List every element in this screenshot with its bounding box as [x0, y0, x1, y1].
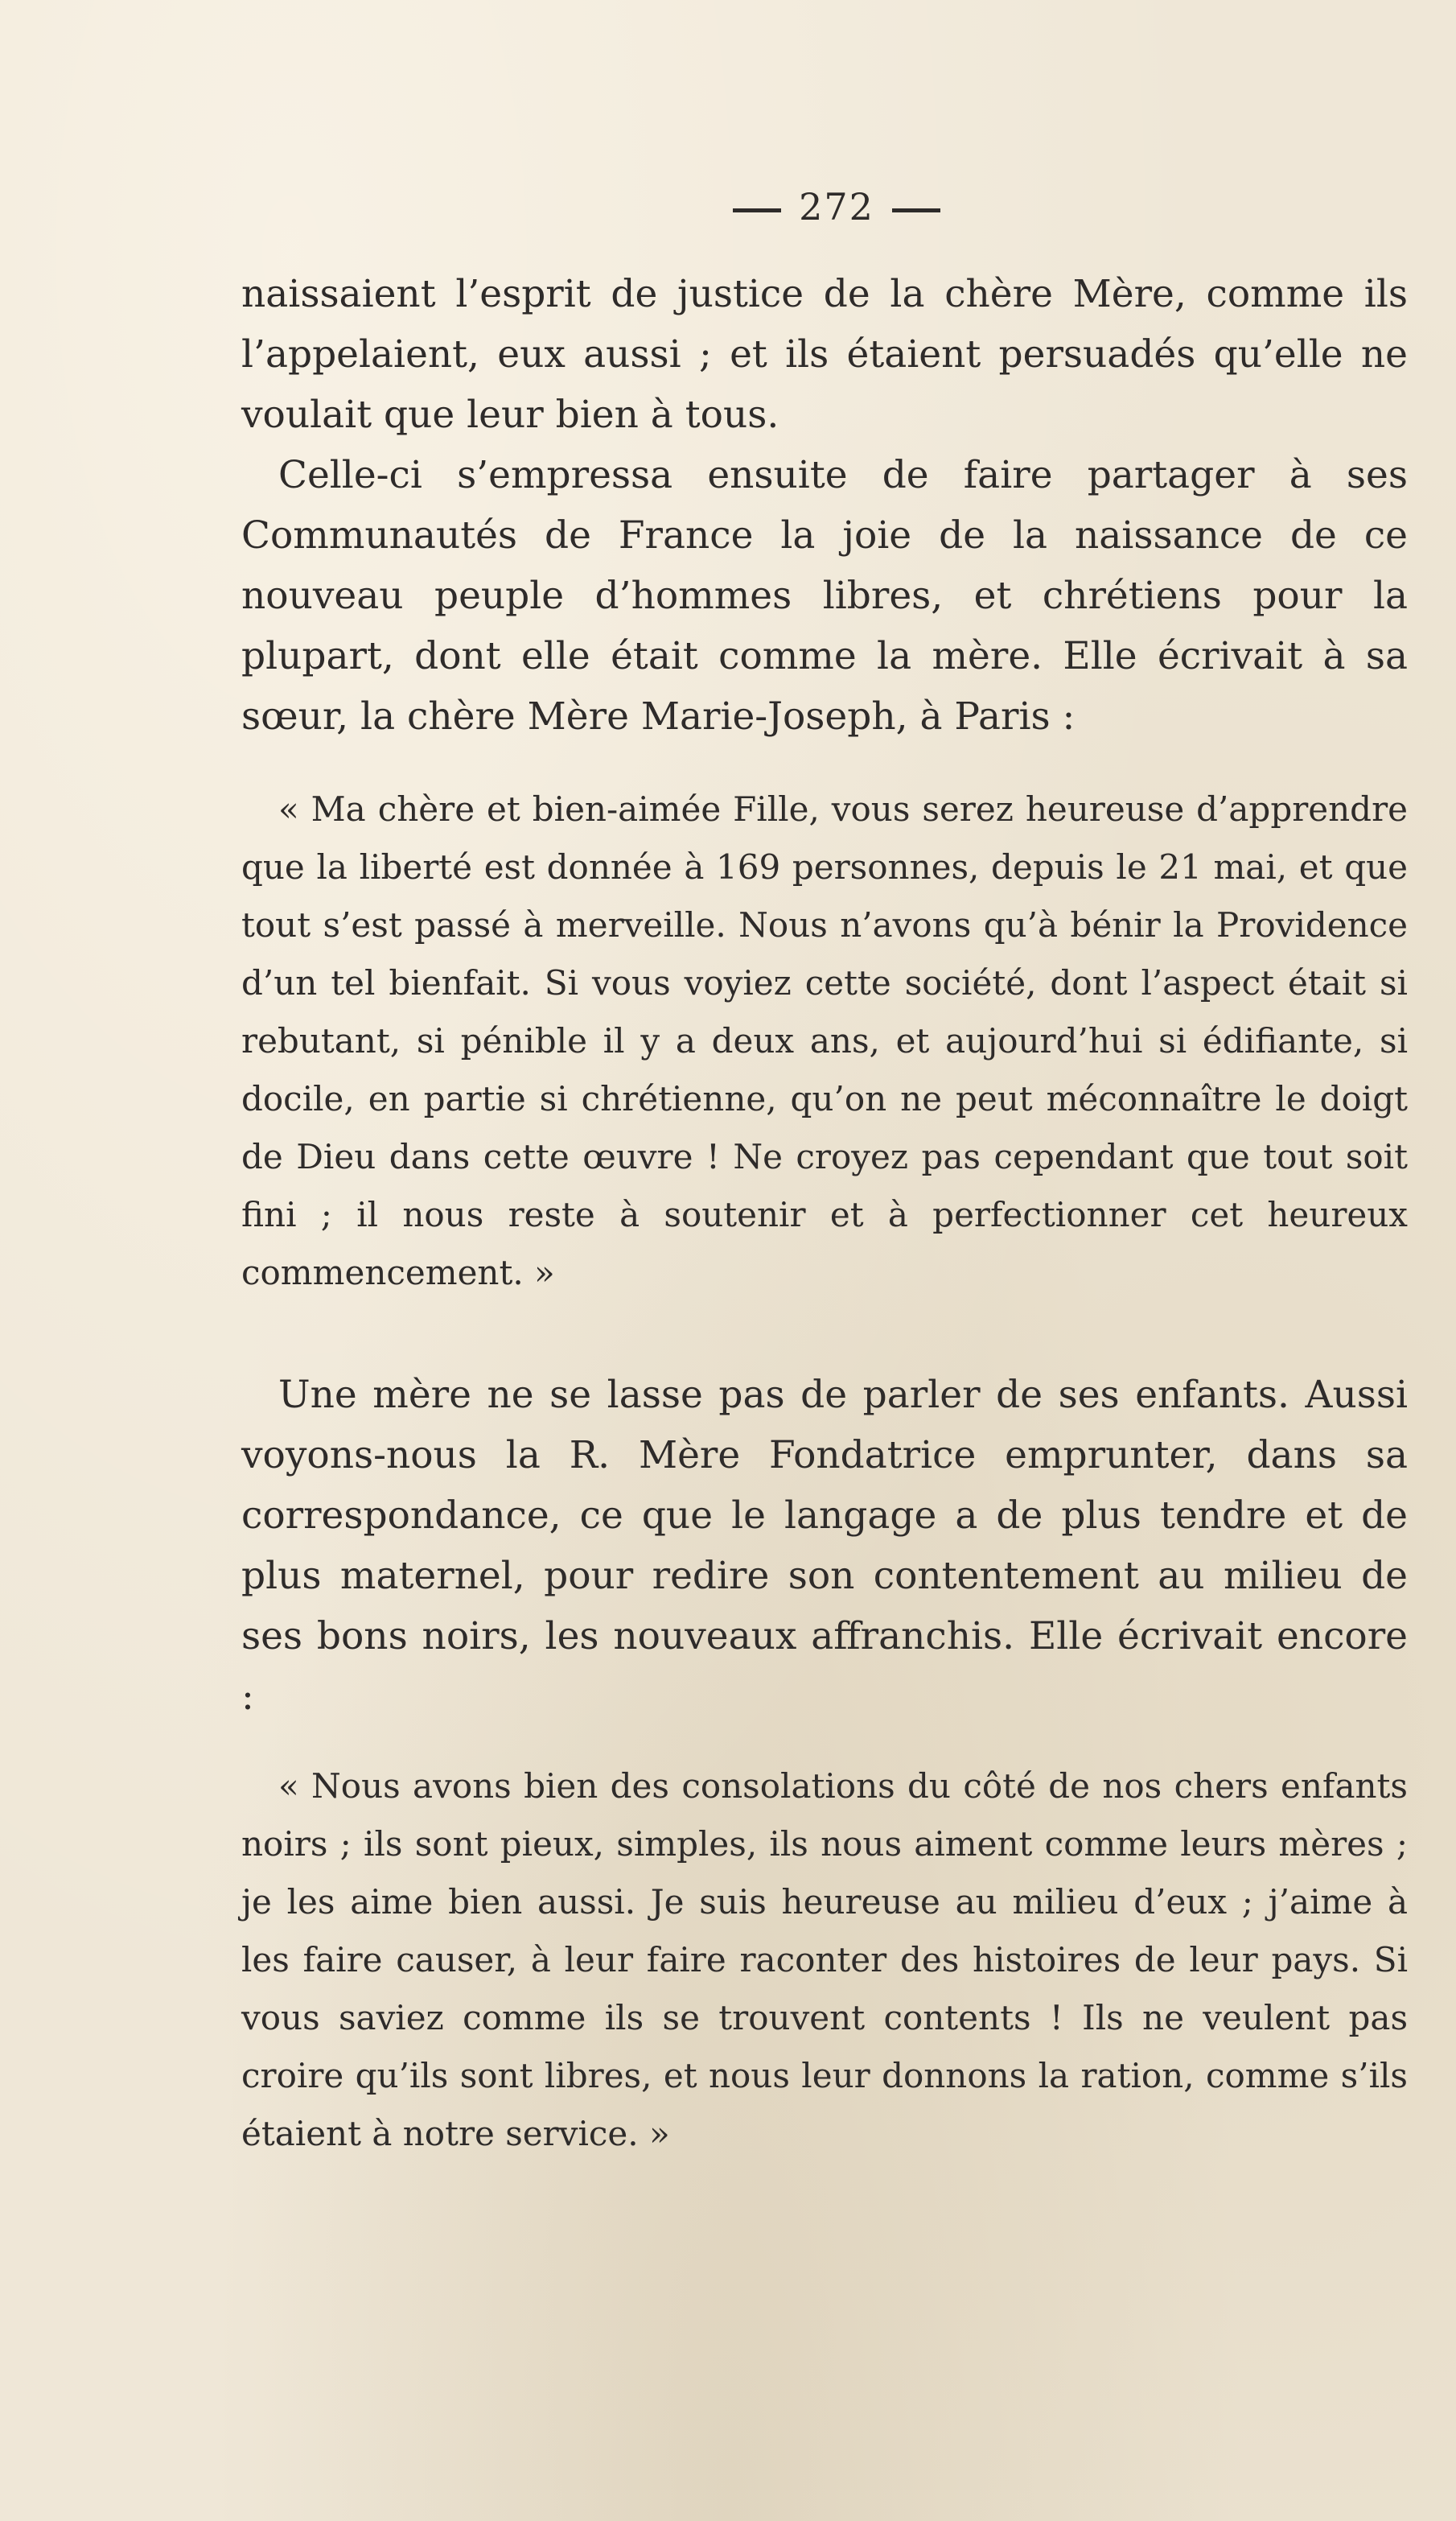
- page-number-text: 272: [799, 185, 874, 229]
- paragraph-narrative: Celle-ci s’empressa ensuite de faire partager à ses Communautés de France la joie de la naissance de ce nouveau peuple d’hommes libres, et chrétiens pour la plupart, dont elle était comme la mère. Elle écrivait à sa sœur, la chère Mère Marie-Joseph, à Paris :: [241, 453, 1408, 739]
- quotation-letter-2: « Nous avons bien des consolations du côté de nos chers enfants noirs ; ils sont pieux, simples, ils nous aiment comme leurs mères ; je les aime bien aussi. Je suis heureuse au milieu d’eux ; j’aime à les faire causer, à leur faire raconter des histoires de leur pays. Si vous saviez comme ils se trouvent contents ! Ils ne veulent pas croire qu’ils sont libres, et nous leur donnons la ration, comme s’ils étaient à notre service. »: [241, 1766, 1408, 2153]
- quotation-letter-1: « Ma chère et bien-aimée Fille, vous serez heureuse d’apprendre que la liberté est donnée à 169 personnes, depuis le 21 mai, et que tout s’est passé à merveille. Nous n’avons qu’à bénir la Providence d’un tel bienfait. Si vous voyiez cette société, dont l’aspect était si rebutant, si pénible il y a deux ans, et aujourd’hui si édifiante, si docile, en partie si chrétienne, qu’on ne peut méconnaître le doigt de Dieu dans cette œuvre ! Ne croyez pas cependant que tout soit fini ; il nous reste à soutenir et à perfectionner cet heureux commencement. »: [241, 789, 1408, 1292]
- paragraph-continuation: naissaient l’esprit de justice de la chère Mère, comme ils l’appelaient, eux aussi ; et ils étaient persuadés qu’elle ne voulait que leur bien à tous.: [241, 272, 1408, 437]
- book-page: [241, 185, 1408, 2163]
- folio-dash-left: [733, 208, 781, 212]
- folio-dash-right: [892, 208, 940, 212]
- page-number: [241, 185, 1408, 229]
- paragraph-narrative-2: Une mère ne se lasse pas de parler de ses enfants. Aussi voyons-nous la R. Mère Fondatrice emprunter, dans sa correspondance, ce que le langage a de plus tendre et de plus maternel, pour redire son contentement au milieu de ses bons noirs, les nouveaux affranchis. Elle écrivait encore :: [241, 1373, 1408, 1719]
